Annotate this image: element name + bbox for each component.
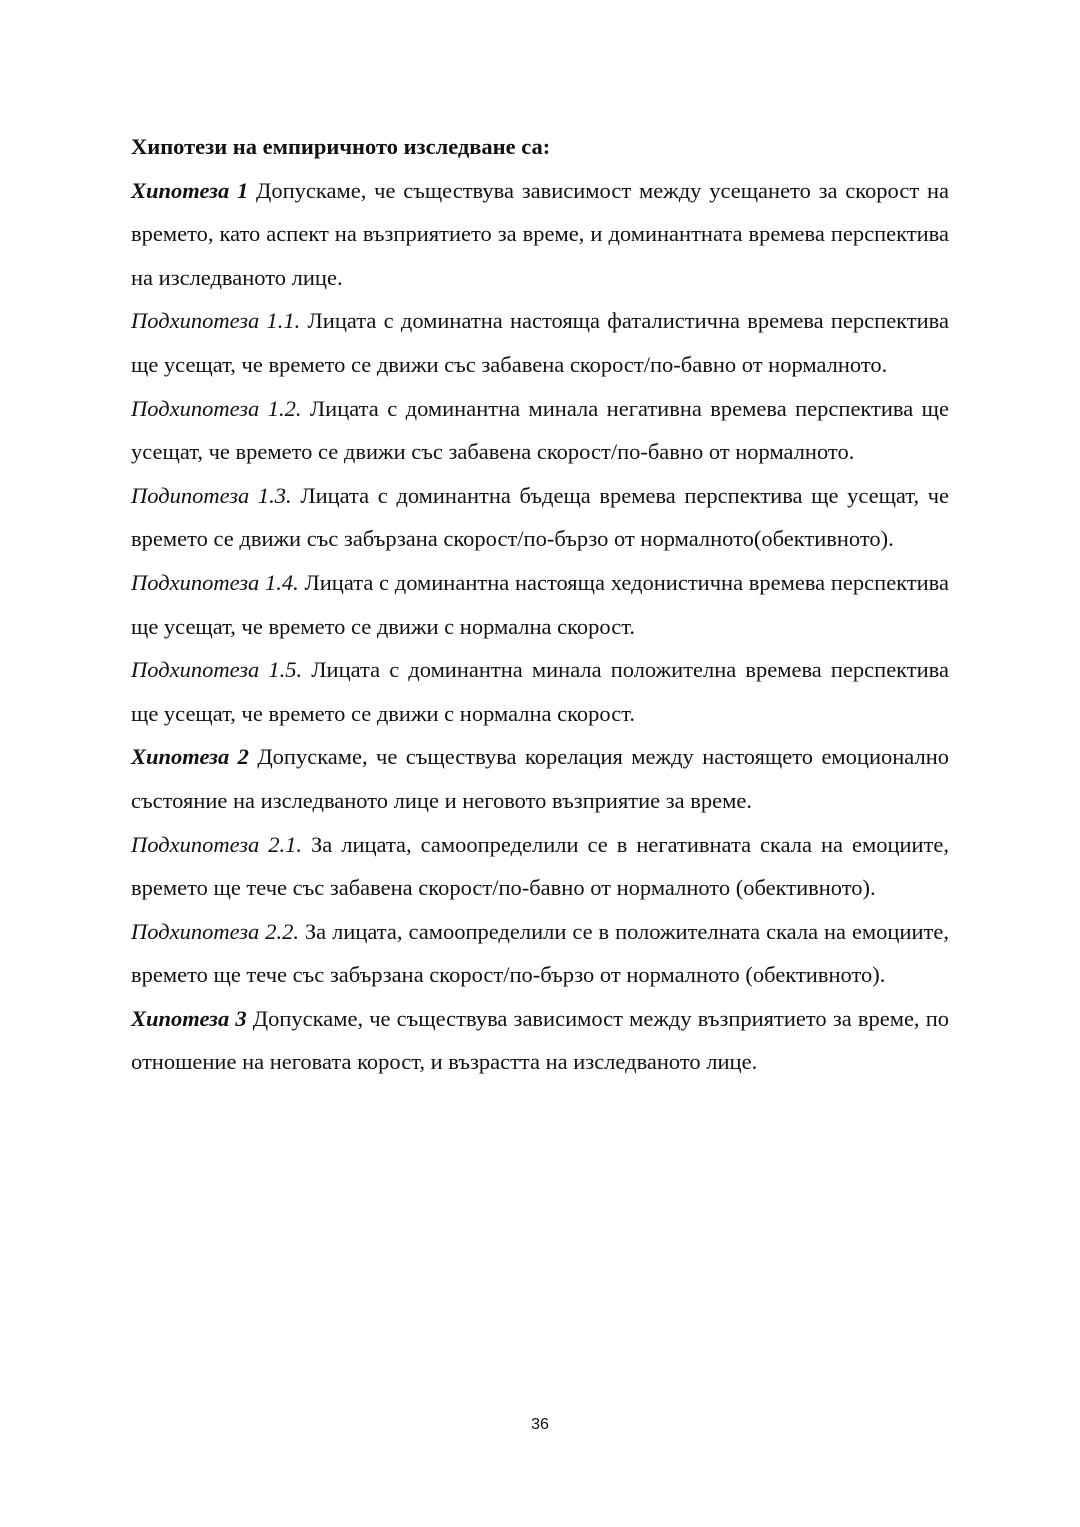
hypothesis-text: Допускаме, че съществува зависимост между усещането за скорост на времето, като аспект на възприятието за време, и доминантната времева перспектива на изследваното лице. xyxy=(131,177,950,290)
hypothesis-1 xyxy=(131,169,949,300)
hypothesis-text: Допускаме, че съществува зависимост между възприятието за време, по отношение на неговата корост, и възрастта на изследваното лице. xyxy=(131,1005,949,1075)
hypothesis-3 xyxy=(131,997,949,1084)
subhypothesis-text: Лицата с доминантна бъдеща времева перспектива ще усещат, че времето се движи със забързана скорост/по-бързо от нормалното(обективното). xyxy=(131,482,949,552)
subhypothesis-1-1 xyxy=(131,299,949,386)
hypothesis-label: Хипотеза 3 xyxy=(131,1005,247,1031)
subhypothesis-1-3 xyxy=(131,474,949,561)
page-body xyxy=(131,125,949,1084)
hypothesis-label: Хипотеза 1 xyxy=(131,177,249,203)
subhypothesis-text: Лицата с доминантна минала негативна времева перспектива ще усещат, че времето се движи със забавена скорост/по-бавно от нормалното. xyxy=(131,395,949,465)
subhypothesis-label: Подхипотеза 2.1. xyxy=(131,831,303,857)
hypothesis-text: Допускаме, че съществува корелация между настоящето емоционално състояние на изследваното лице и неговото възприятие за време. xyxy=(131,744,949,813)
section-heading: Хипотези на емпиричното изследване са: xyxy=(131,134,551,159)
subhypothesis-text: Лицата с доминатна настояща фаталистична времева перспектива ще усещат, че времето се движи със забавена скорост/по-бавно от нормалното. xyxy=(131,308,949,377)
subhypothesis-text: Лицата с доминантна настояща хедонистична времева перспектива ще усещат, че времето се движи с нормална скорост. xyxy=(131,569,949,639)
hypothesis-label: Хипотеза 2 xyxy=(131,744,249,770)
subhypothesis-label: Подипотеза 1.3. xyxy=(131,482,292,508)
hypothesis-2 xyxy=(131,735,949,822)
subhypothesis-label: Подхипотеза 1.1. xyxy=(131,308,301,334)
subhypothesis-1-2 xyxy=(131,387,949,474)
subhypothesis-label: Подхипотеза 1.5. xyxy=(131,657,303,683)
subhypothesis-label: Подхипотеза 1.4. xyxy=(131,569,299,595)
subhypothesis-1-4 xyxy=(131,561,949,648)
subhypothesis-label: Подхипотеза 1.2. xyxy=(131,395,302,421)
subhypothesis-text: Лицата с доминантна минала положителна времева перспектива ще усещат, че времето се движи с нормална скорост. xyxy=(131,657,949,726)
subhypothesis-text: За лицата, самоопределили се в негативната скала на емоциите, времето ще тече със забавена скорост/по-бавно от нормалното (обективното). xyxy=(131,831,950,901)
subhypothesis-label: Подхипотеза 2.2. xyxy=(131,918,299,944)
subhypothesis-text: За лицата, самоопределили се в положителната скала на емоциите, времето ще тече със забързана скорост/по-бързо от нормалното (обективното). xyxy=(131,918,949,988)
subhypothesis-1-5 xyxy=(131,648,949,735)
subhypothesis-2-2 xyxy=(131,910,949,997)
subhypothesis-2-1 xyxy=(131,823,949,910)
page-number: 36 xyxy=(531,1416,549,1433)
